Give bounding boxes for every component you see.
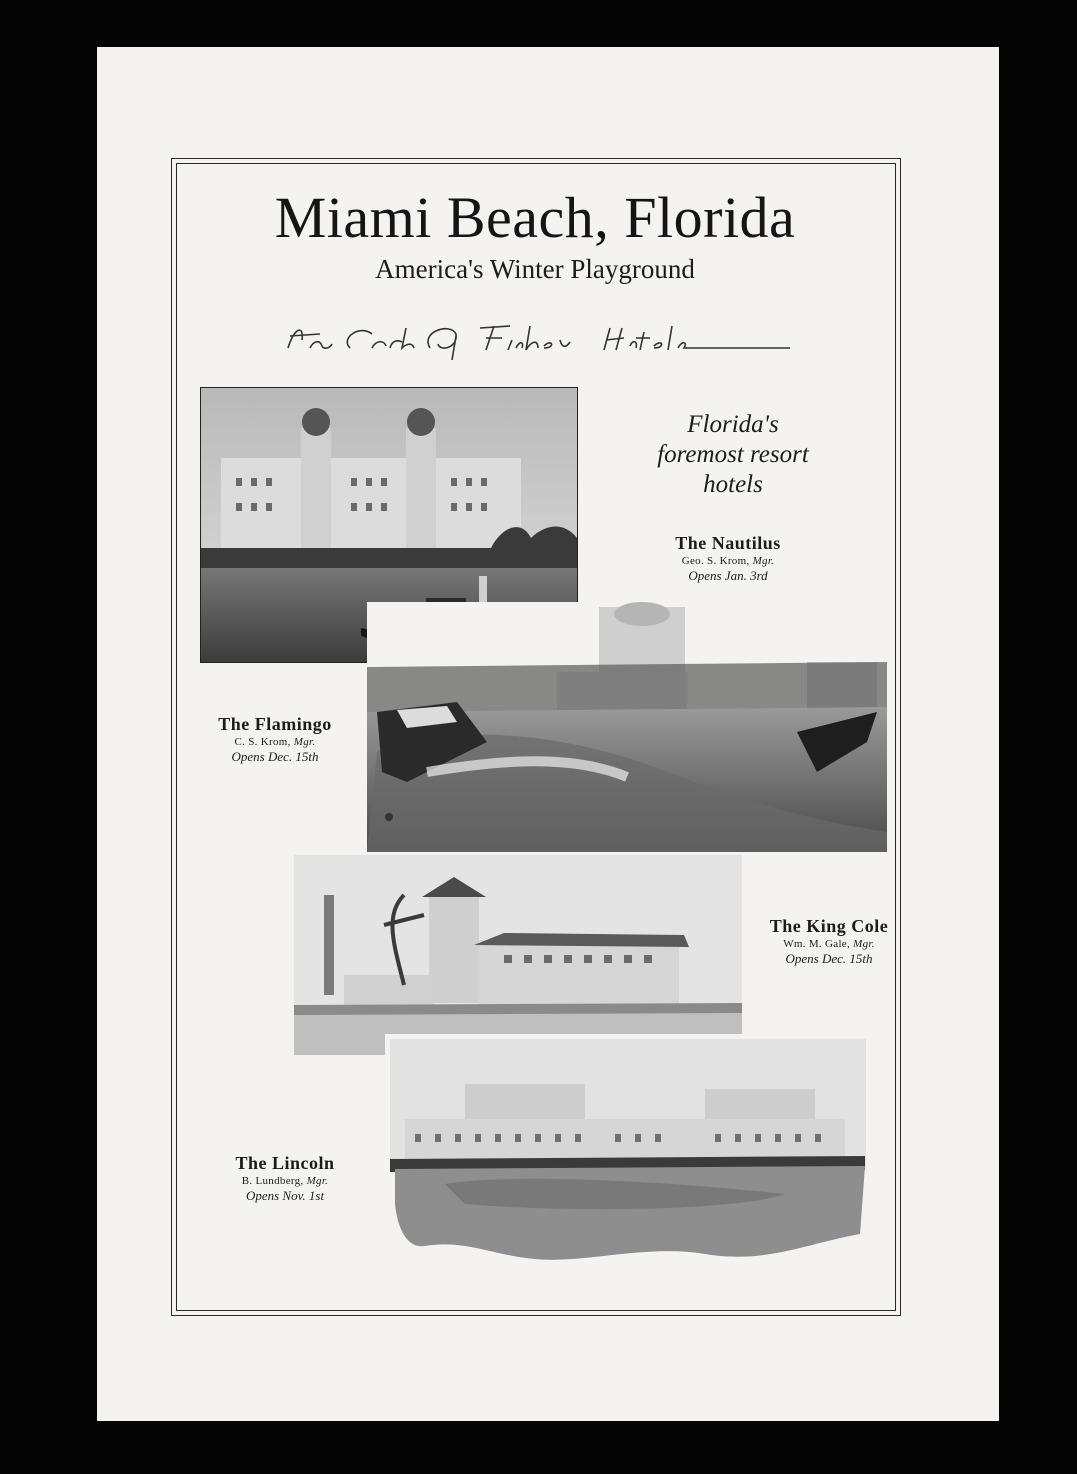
king-cole-photo bbox=[294, 855, 742, 1055]
tagline-line-2: foremost resort bbox=[657, 441, 809, 468]
lincoln-photo bbox=[385, 1034, 869, 1269]
hotel-lincoln bbox=[200, 1152, 370, 1204]
hotel-nautilus bbox=[638, 532, 818, 584]
page-title: Miami Beach, Florida bbox=[274, 185, 796, 250]
hotel-name: The Flamingo bbox=[218, 714, 332, 734]
hotel-opening: Opens Dec. 15th bbox=[785, 951, 873, 966]
page-subtitle: America's Winter Playground bbox=[375, 254, 695, 284]
hotel-flamingo bbox=[190, 713, 360, 765]
hotel-manager: B. Lundberg, Mgr. bbox=[241, 1175, 329, 1187]
hotel-name: The Nautilus bbox=[675, 533, 781, 553]
hotel-opening: Opens Dec. 15th bbox=[231, 749, 319, 764]
hotel-manager: Wm. M. Gale, Mgr. bbox=[783, 938, 875, 950]
flamingo-photo bbox=[367, 602, 887, 852]
hotel-king-cole bbox=[744, 915, 914, 967]
hotel-manager: Geo. S. Krom, Mgr. bbox=[681, 555, 775, 567]
tagline bbox=[608, 410, 858, 500]
hotel-name: The King Cole bbox=[769, 916, 889, 936]
hotel-opening: Opens Jan. 3rd bbox=[688, 568, 768, 583]
tagline-line-1: Florida's bbox=[687, 411, 779, 438]
hotel-manager: C. S. Krom, Mgr. bbox=[234, 736, 316, 748]
tagline-line-3: hotels bbox=[703, 471, 763, 498]
handwritten-signature bbox=[280, 318, 800, 362]
hotel-opening: Opens Nov. 1st bbox=[245, 1188, 325, 1203]
hotel-name: The Lincoln bbox=[235, 1153, 335, 1173]
